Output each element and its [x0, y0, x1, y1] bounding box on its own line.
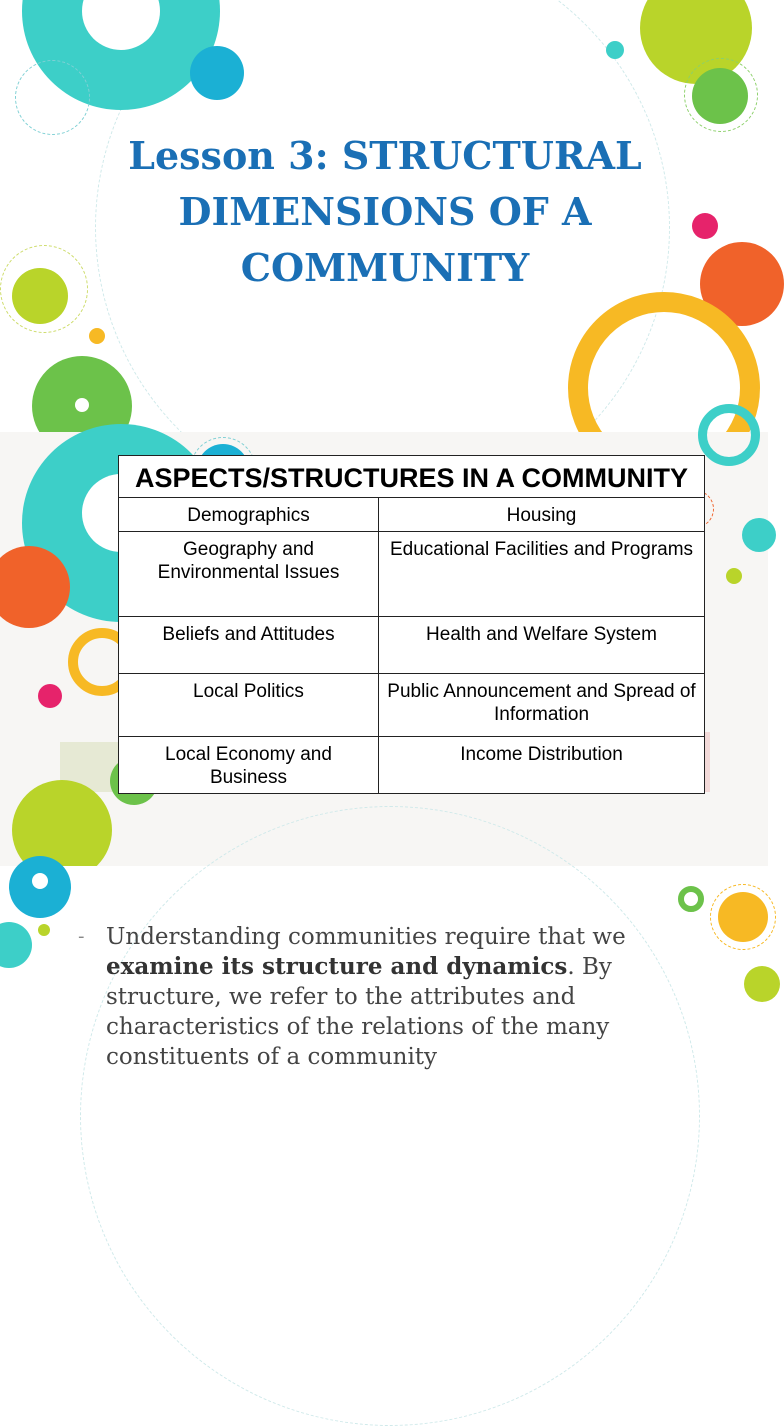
white-dot-decoration — [32, 873, 48, 889]
table-cell: Local Economy and Business — [119, 737, 379, 794]
aspects-table — [118, 455, 705, 794]
bullet-text: Understanding communities require that we — [106, 924, 626, 950]
teal-circle-decoration — [742, 518, 776, 552]
bullet-paragraph — [106, 922, 686, 1072]
bullet-bold-text: examine its structure and dynamics — [106, 953, 568, 980]
table-cell: Housing — [379, 498, 705, 532]
pink-dot-decoration — [692, 213, 718, 239]
white-dot-decoration — [75, 398, 89, 412]
table-cell: Educational Facilities and Programs — [379, 532, 705, 617]
dashed-circle-decoration — [80, 806, 700, 1426]
lime-dot-decoration — [726, 568, 742, 584]
text-slide — [0, 866, 768, 1070]
table-cell: Income Distribution — [379, 737, 705, 794]
table-cell: Local Politics — [119, 674, 379, 737]
lime-circle-decoration — [744, 966, 780, 1002]
yellow-dot-decoration — [89, 328, 105, 344]
table-slide — [0, 432, 768, 866]
table-cell: Public Announcement and Spread of Information — [379, 674, 705, 737]
table-cell: Demographics — [119, 498, 379, 532]
teal-ring-decoration — [698, 404, 760, 466]
bullet-marker: - — [78, 926, 85, 947]
teal-dot-decoration — [606, 41, 624, 59]
table-header: ASPECTS/STRUCTURES IN A COMMUNITY — [119, 456, 705, 498]
title-slide — [0, 0, 768, 432]
table-row — [119, 617, 705, 674]
lime-circle-decoration — [12, 268, 68, 324]
green-ring-decoration — [678, 886, 704, 912]
table-cell: Geography and Environmental Issues — [119, 532, 379, 617]
lime-dot-decoration — [38, 924, 50, 936]
dashed-circle-decoration — [15, 60, 90, 135]
table-header-row — [119, 456, 705, 498]
dashed-circle-decoration — [684, 58, 758, 132]
table-row — [119, 532, 705, 617]
table-row — [119, 498, 705, 532]
teal-circle-decoration — [0, 922, 32, 968]
blue-circle-decoration — [190, 46, 244, 100]
table-cell: Beliefs and Attitudes — [119, 617, 379, 674]
dashed-circle-decoration — [710, 884, 776, 950]
table-cell: Health and Welfare System — [379, 617, 705, 674]
pink-dot-decoration — [38, 684, 62, 708]
table-row — [119, 674, 705, 737]
table-row — [119, 737, 705, 794]
bullet-text: . By structure, we refer to the attributes and characteristics of the relations of the many constituents of a community — [106, 954, 612, 1070]
slide-title: Lesson 3: STRUCTURAL DIMENSIONS OF A COMMUNITY — [128, 133, 642, 290]
